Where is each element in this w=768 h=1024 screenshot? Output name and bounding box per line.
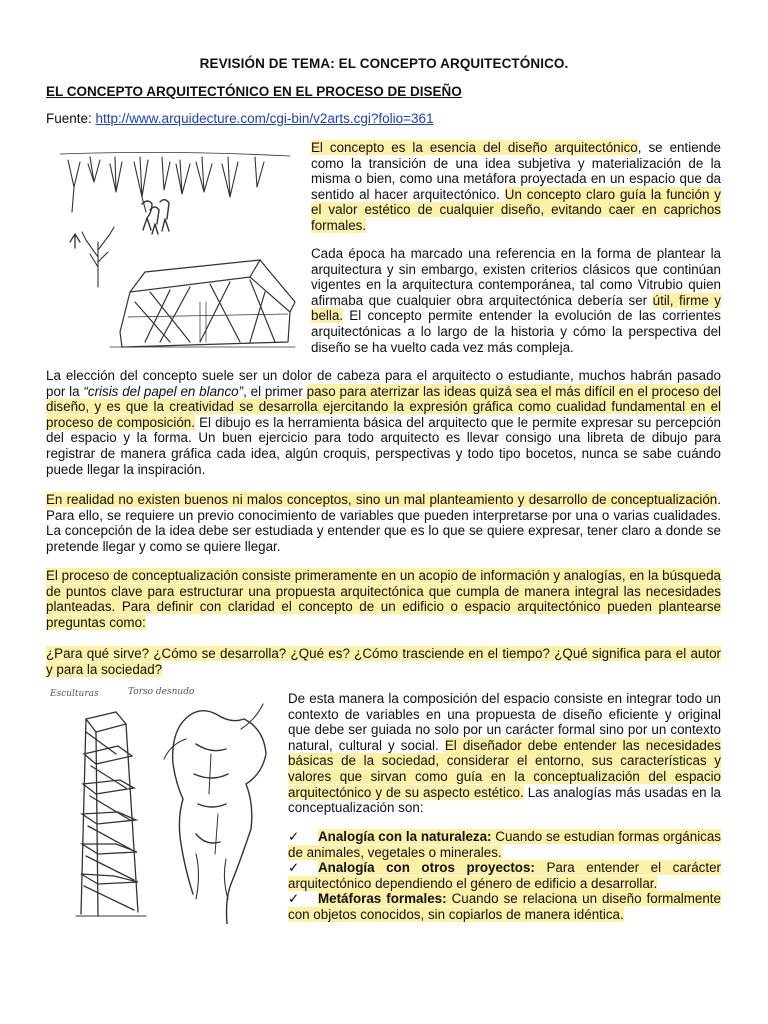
source-link[interactable]: http://www.arquidecture.com/cgi-bin/v2arts.cgi?folio=361 <box>95 111 434 126</box>
paragraph-3 <box>46 368 721 477</box>
questions-highlight: ¿Para qué sirve? ¿Cómo se desarrolla? ¿Qué es? ¿Cómo trasciende en el tiempo? ¿Qué significa para el autor y para la sociedad? <box>46 646 721 677</box>
list-item-text: Cuando se estudian formas orgánicas de animales, vegetales o minerales. <box>288 829 722 860</box>
paragraph-2-text-b: El concepto permite entender la evolución de las corrientes arquitectónicas a lo largo de la historia y cómo la perspectiva del diseño se ha vuelto cada vez más compleja. <box>311 308 721 355</box>
sketch-label-left: Esculturas <box>50 689 99 699</box>
analogies-list <box>288 829 721 923</box>
list-item-title: Analogía con otros proyectos: <box>318 860 535 876</box>
list-item-title: Metáforas formales: <box>318 891 447 907</box>
paragraph-7-highlight: El diseñador debe entender las necesidades básicas de la sociedad, considerar el entorno, sus características y valores que sirvan como guía en la conceptualización del espacio arquitectónico y de su aspecto estético. <box>288 737 721 800</box>
list-item <box>288 860 721 891</box>
source-label: Fuente: <box>46 111 96 126</box>
checkmark-icon: ✓ <box>288 891 300 907</box>
paragraph-5-highlight: El proceso de conceptualización consiste primeramente en un acopio de información y analogías, en la búsqueda de puntos clave para estructurar una propuesta arquitectónica que cumpla de manera integral las necesidades planteadas. Para definir con claridad el concepto de un edificio o espacio arquitectónico pueden plantearse preguntas como: <box>46 568 721 630</box>
checkmark-icon: ✓ <box>288 829 300 844</box>
paragraph-5 <box>46 568 721 630</box>
tower-torso-sketch <box>46 684 286 924</box>
trees-building-sketch <box>50 142 300 352</box>
paragraph-2-text-a: Cada época ha marcado una referencia en la forma de plantear la arquitectura y sin embargo, existen criterios clásicos que continúan vigentes en la arquitectura contemporánea, tal como Vitrubio quien afirmaba que cualquier obra arquitectónica debería ser <box>311 246 721 308</box>
paragraph-3-quote: “crisis del papel en blanco” <box>83 383 244 399</box>
sketch-label-right: Torso desnudo <box>128 687 195 697</box>
paragraph-questions <box>46 646 721 677</box>
paragraph-1-highlight-a: El concepto es la esencia del diseño arquitectónico <box>311 140 638 155</box>
paragraph-1-highlight-b: Un concepto claro guía la función y el valor estético de cualquier diseño, evitando caer en caprichos formales. <box>311 186 722 233</box>
list-item-text: Cuando se relaciona un diseño formalmente con objetos conocidos, sin copiarlos de manera idéntica. <box>288 891 721 922</box>
paragraph-7-text-b: Las analogías más usadas en la conceptualización son: <box>288 784 721 816</box>
paragraph-4-text: . Para ello, se requiere un previo conocimiento de variables que pueden interpretarse por una o varias cualidades. La concepción de la idea debe ser estudiada y entender que es lo que se quiere expresar, tener claro a donde se pretende llegar y como se quiere llegar. <box>46 492 721 554</box>
document-title: REVISIÓN DE TEMA: EL CONCEPTO ARQUITECTÓNICO. <box>199 56 569 71</box>
list-item <box>288 829 721 860</box>
list-item-title: Analogía con la naturaleza: <box>318 829 492 844</box>
paragraph-1-text: , se entiende como la transición de una idea subjetiva y materialización de la misma o bien, como una metáfora proyectada en un espacio que da sentido al hacer arquitectónico. <box>311 140 721 202</box>
paragraph-3-text-c: El dibujo es la herramienta básica del arquitecto que le permite expresar su percepción del espacio y la forma. Un buen ejercicio para todo arquitecto es llevar consigo una libreta de dibujo para registrar de manera gráfica cada idea, algún croquis, perspectivas y todo tipo bocetos, nunca se sabe cuándo puede llegar la inspiración. <box>46 414 722 477</box>
paragraph-2 <box>311 246 721 355</box>
paragraph-2-highlight: útil, firme y bella. <box>311 292 721 324</box>
paragraph-3-text-a: La elección del concepto suele ser un dolor de cabeza para el arquitecto o estudiante, muchos habrán pasado por la <box>46 368 721 399</box>
paragraph-4 <box>46 492 721 554</box>
paragraph-7-text-a: De esta manera la composición del espacio consiste en integrar todo un contexto de variables en una propuesta de diseño eficiente y original que debe ser guiada no solo por un carácter formal sino por un contexto natural, cultural y social. <box>288 691 721 753</box>
list-item-text: Para entender el carácter arquitectónico dependiendo el género de edificio a desarrollar. <box>288 860 721 891</box>
paragraph-3-highlight: paso para aterrizar las ideas quizá sea el más difícil en el proceso del diseño, y es que la creatividad se desarrolla ejercitando la expresión gráfica como cualidad fundamental en el proceso de composición. <box>46 383 721 430</box>
paragraph-3-text-b: , el primer <box>243 383 307 399</box>
section-subtitle: EL CONCEPTO ARQUITECTÓNICO EN EL PROCESO DE DISEÑO <box>46 84 462 99</box>
list-item <box>288 891 721 922</box>
paragraph-4-highlight: En realidad no existen buenos ni malos conceptos, sino un mal planteamiento y desarrollo de conceptualización <box>46 492 718 507</box>
paragraph-1 <box>311 140 721 234</box>
checkmark-icon: ✓ <box>288 860 300 876</box>
source-line <box>46 111 434 126</box>
paragraph-7 <box>288 691 721 816</box>
